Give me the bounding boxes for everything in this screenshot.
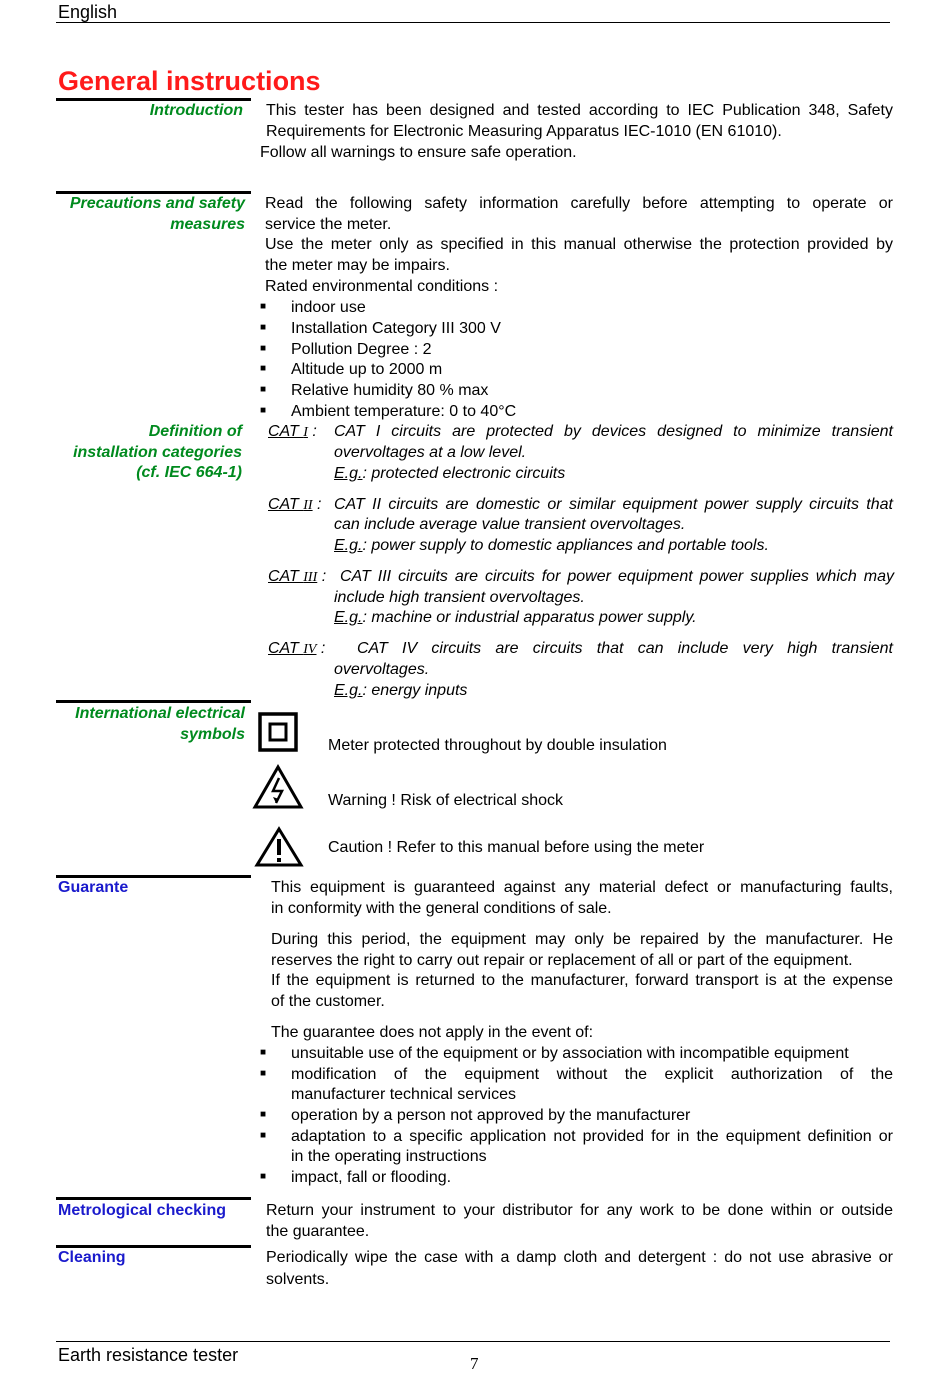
guarantee-p2c: If the equipment is returned to the manufacturer, forward transport is at the expense [271, 972, 893, 989]
symbols-heading-line2: symbols [180, 725, 245, 743]
cat3-line1: CAT III circuits are circuits for power equipment power supplies which may [340, 568, 894, 585]
cat2-cat: CAT II [268, 496, 313, 513]
page-number: 7 [470, 1354, 479, 1373]
bullet-icon: ■ [260, 343, 267, 354]
double-insulation-icon [258, 712, 300, 754]
cat1-line1: CAT I circuits are protected by devices designed to minimize transient [334, 423, 893, 440]
precautions-p3: Rated environmental conditions : [265, 278, 499, 295]
cat1-cat: CAT I [268, 423, 308, 440]
metrological-rule [56, 1197, 251, 1200]
precautions-heading-line2: measures [170, 215, 245, 233]
footer-rule [56, 1341, 890, 1342]
bullet-icon: ■ [260, 405, 267, 416]
cat3-example: E.g.: machine or industrial apparatus power supply. [334, 609, 697, 626]
header-language: English [58, 2, 118, 22]
bullet-icon: ■ [260, 1109, 267, 1120]
guarantee-p2d: of the customer. [271, 993, 385, 1010]
precautions-p1b: service the meter. [265, 216, 392, 233]
bullet-icon: ■ [260, 363, 267, 374]
page-title: General instructions [58, 66, 321, 96]
shock-warning-text: Warning ! Risk of electrical shock [328, 792, 564, 809]
guarantee-p1b: in conformity with the general conditions of sale. [271, 900, 612, 917]
caution-icon [254, 826, 304, 868]
guarantee-p2b: reserves the right to carry out repair or replacement of all or part of the equipment. [271, 952, 853, 969]
cleaning-heading: Cleaning [58, 1249, 126, 1266]
precaution-item: Pollution Degree : 2 [291, 341, 432, 358]
cat3-cat: CAT III [268, 568, 318, 585]
guarantee-p2a: During this period, the equipment may only be repaired by the manufacturer. He [271, 931, 893, 948]
metrological-heading: Metrological checking [58, 1202, 227, 1219]
cat4-cat: CAT IV [268, 640, 317, 657]
cat4-example: E.g.: energy inputs [334, 682, 468, 699]
header-rule [56, 22, 890, 23]
double-insulation-text: Meter protected throughout by double insulation [328, 737, 667, 754]
intro-line1: This tester has been designed and tested according to IEC Publication 348, Safety [266, 102, 893, 119]
guarantee-p3: The guarantee does not apply in the event of: [271, 1024, 594, 1041]
bullet-icon: ■ [260, 1068, 267, 1079]
cat4-line1: CAT IV circuits are circuits that can include very high transient [357, 640, 893, 657]
bullet-icon: ■ [260, 301, 267, 312]
cat3-label: CAT III : [268, 568, 327, 585]
intro-line2: Requirements for Electronic Measuring Apparatus IEC-1010 (EN 61010). [266, 123, 782, 140]
bullet-icon: ■ [260, 1047, 267, 1058]
precaution-item: Installation Category III 300 V [291, 320, 501, 337]
cat1-line2: overvoltages at a low level. [334, 444, 527, 461]
guarantee-p1a: This equipment is guaranteed against any material defect or manufacturing faults, [271, 879, 893, 896]
metrological-line2: the guarantee. [266, 1223, 370, 1240]
bullet-icon: ■ [260, 1130, 267, 1141]
cat4-line2: overvoltages. [334, 661, 430, 678]
cleaning-line2: solvents. [266, 1271, 330, 1288]
precautions-p1a: Read the following safety information carefully before attempting to operate or [265, 195, 893, 212]
cat2-label: CAT II : [268, 496, 322, 513]
categories-heading-line3: (cf. IEC 664-1) [136, 464, 242, 482]
bullet-icon: ■ [260, 384, 267, 395]
cat2-line2: can include average value transient overvoltages. [334, 516, 686, 533]
symbols-rule [56, 700, 251, 703]
electric-shock-warning-icon [252, 764, 304, 810]
precautions-p2a: Use the meter only as specified in this manual otherwise the protection provided by [265, 236, 893, 253]
precautions-heading [56, 194, 245, 235]
guarantee-b1: unsuitable use of the equipment or by association with incompatible equipment [291, 1045, 849, 1062]
bullet-icon: ■ [260, 322, 267, 333]
cat2-example: E.g.: power supply to domestic appliances and portable tools. [334, 537, 769, 554]
categories-heading-line2: installation categories [73, 443, 242, 461]
guarantee-b4a: adaptation to a specific application not provided for in the equipment definition or [291, 1128, 893, 1145]
guarantee-heading: Guarante [58, 879, 129, 896]
cleaning-line1: Periodically wipe the case with a damp cloth and detergent : do not use abrasive or [266, 1249, 893, 1266]
symbols-heading-line1: International electrical [75, 705, 245, 722]
precautions-heading-line1: Precautions and safety [69, 195, 245, 212]
categories-heading [56, 422, 242, 484]
symbols-heading [56, 704, 245, 745]
guarantee-b5: impact, fall or flooding. [291, 1169, 452, 1186]
guarantee-b3: operation by a person not approved by the manufacturer [291, 1107, 691, 1124]
cat1-label: CAT I : [268, 423, 317, 440]
caution-text: Caution ! Refer to this manual before using the meter [328, 839, 705, 856]
guarantee-b2b: manufacturer technical services [291, 1086, 516, 1103]
guarantee-b2a: modification of the equipment without the explicit authorization of the [291, 1066, 893, 1083]
categories-heading-line1: Definition of [148, 423, 242, 440]
intro-heading: Introduction [149, 102, 243, 119]
cat3-line2: include high transient overvoltages. [334, 589, 585, 606]
precaution-item: Altitude up to 2000 m [291, 361, 443, 378]
precaution-item: Ambient temperature: 0 to 40°C [291, 403, 517, 420]
cat4-label: CAT IV : [268, 640, 326, 657]
precaution-item: Relative humidity 80 % max [291, 382, 489, 399]
guarantee-b4b: in the operating instructions [291, 1148, 487, 1165]
intro-line3: Follow all warnings to ensure safe operation. [260, 144, 577, 161]
bullet-icon: ■ [260, 1171, 267, 1182]
cat2-line1: CAT II circuits are domestic or similar equipment power supply circuits that [334, 496, 893, 513]
cat1-example: E.g.: protected electronic circuits [334, 465, 566, 482]
footer-product: Earth resistance tester [58, 1345, 239, 1365]
metrological-line1: Return your instrument to your distributor for any work to be done within or outside [266, 1202, 893, 1219]
precautions-p2b: the meter may be impairs. [265, 257, 450, 274]
precaution-item: indoor use [291, 299, 366, 316]
